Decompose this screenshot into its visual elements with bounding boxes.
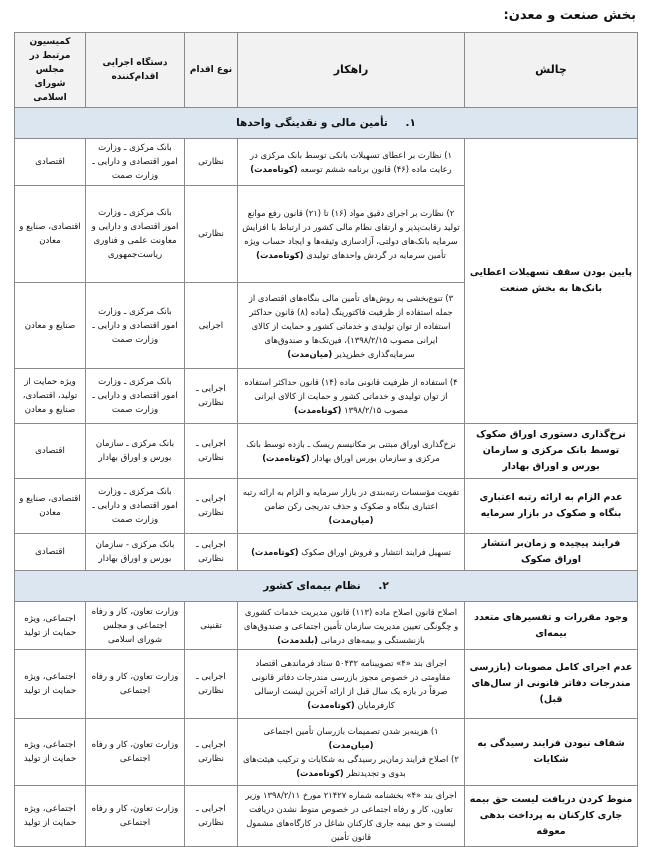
section-row xyxy=(15,108,638,139)
solution-cell xyxy=(238,283,465,369)
commission-cell: اقتصادی xyxy=(15,139,86,186)
action-type-cell: نظارتی xyxy=(185,186,238,283)
solution-cell xyxy=(238,719,465,786)
challenge-cell: پایین بودن سقف تسهیلات اعطایی بانک‌ها به بخش صنعت xyxy=(465,139,638,424)
term-label: (میان‌مدت) xyxy=(328,740,374,750)
table-row xyxy=(15,424,638,479)
term-label: (کوتاه‌مدت) xyxy=(294,405,342,415)
solution-text: اجرای بند «۴» تصویبنامه ۵۰۴۳۲ ستاد فرماندهی اقتصاد مقاومتی در خصوص مجوز بازرسی مندرجات دفاتر قانونی صرفاً در بازه یک سال قبل از ارائه آخرین لیست ارسالی کارفرمایان xyxy=(251,658,451,710)
challenge-cell: منوط کردن دریافت لیست حق بیمه جاری کارکنان به پرداخت بدهی معوقه xyxy=(465,786,638,847)
term-label: (میان‌مدت) xyxy=(328,515,374,525)
solution-text: ۳) تنوع‌بخشی به روش‌های تأمین مالی بنگاه‌های اقتصادی از جمله استفاده از ظرفیت فاکتورینگ (ماده (۸) قانون حداکثر استفاده از توان تولیدی و خدماتی کشور و حمایت از کالای ایرانی مصوب ۱۳۹۸/۲/۱۵)، فین‌تک‌ها و صندوق‌های سرمایه‌گذاری خطرپذیر xyxy=(248,292,454,359)
action-type-cell: اجرایی ـ نظارتی xyxy=(185,534,238,571)
term-label: (کوتاه‌مدت) xyxy=(256,250,304,260)
table-header-row xyxy=(15,33,638,108)
solution-text: تقویت مؤسسات رتبه‌بندی در بازار سرمایه و الزام به ارائه رتبه اعتباری بنگاه و صکوک و حذف تدریجی رکن ضامن xyxy=(242,487,460,511)
commission-cell: اجتماعی، ویژه حمایت از تولید xyxy=(15,602,86,650)
header-action-type: نوع اقدام xyxy=(185,33,238,108)
solution-cell xyxy=(238,369,465,424)
action-type-cell: اجرایی xyxy=(185,283,238,369)
challenge-cell: شفاف نبودن فرایند رسیدگی به شکایات xyxy=(465,719,638,786)
challenges-table xyxy=(14,32,638,847)
commission-cell: اقتصادی، صنایع و معادن xyxy=(15,186,86,283)
action-type-cell: نظارتی xyxy=(185,139,238,186)
table-row xyxy=(15,650,638,719)
table-row xyxy=(15,534,638,571)
action-type-cell: اجرایی ـ نظارتی xyxy=(185,650,238,719)
commission-cell: اقتصادی xyxy=(15,424,86,479)
challenge-cell: نرخ‌گذاری دستوری اوراق صکوک توسط بانک مرکزی و سازمان بورس و اوراق بهادار xyxy=(465,424,638,479)
term-label: (میان‌مدت) xyxy=(287,348,333,359)
solution-cell xyxy=(238,424,465,479)
term-label: (کوتاه‌مدت) xyxy=(251,547,299,557)
header-agency: دستگاه اجرایی اقدام‌کننده xyxy=(86,33,185,108)
action-type-cell: اجرایی ـ نظارتی xyxy=(185,424,238,479)
header-commission: کمیسیون مرتبط در مجلس شورای اسلامی xyxy=(15,33,86,108)
solution-text: ۴) استفاده از ظرفیت قانونی ماده (۱۴) قانون حداکثر استفاده از توان تولیدی و خدماتی کشور و حمایت از کالای ایرانی مصوب ۱۳۹۸/۲/۱۵ xyxy=(244,377,458,415)
commission-cell: اقتصادی، صنایع و معادن xyxy=(15,479,86,534)
agency-cell: بانک مرکزی ـ وزارت امور اقتصادی و دارایی و معاونت علمی و فناوری ریاست‌جمهوری xyxy=(86,186,185,283)
action-type-cell: اجرایی ـ نظارتی xyxy=(185,369,238,424)
section-title: تأمین مالی و نقدینگی واحدها xyxy=(236,117,388,129)
solution-cell xyxy=(238,479,465,534)
solution-text: نرخ‌گذاری اوراق مبتنی بر مکانیسم ریسک ـ بازده توسط بانک مرکزی و سازمان بورس اوراق بهادار xyxy=(246,439,456,463)
action-type-cell: تقنینی xyxy=(185,602,238,650)
term-label: (کوتاه‌مدت) xyxy=(262,453,310,463)
section-number: ۲. xyxy=(378,580,389,592)
term-label-2: (کوتاه‌مدت) xyxy=(296,768,344,778)
solution-text: ۱) هزینه‌بر شدن تصمیمات بازرسان تأمین اجتماعی xyxy=(263,726,439,736)
agency-cell: بانک مرکزی - سازمان بورس و اوراق بهادار xyxy=(86,534,185,571)
action-type-cell: اجرایی ـ نظارتی xyxy=(185,786,238,847)
commission-cell: اجتماعی، ویژه حمایت از تولید xyxy=(15,719,86,786)
table-row xyxy=(15,139,638,186)
solution-text: اجرای بند «۴» بخشنامه شماره ۲۱۴۲۷ مورخ ۱۳۹۸/۲/۱۱ وزیر تعاون، کار و رفاه اجتماعی در خصوص منوط نشدن دریافت لیست و حق بیمه جاری کارکنان شاغل در کارگاه‌های مشمول قانون تأمین xyxy=(245,790,457,842)
table-row xyxy=(15,479,638,534)
agency-cell: وزارت تعاون، کار و رفاه اجتماعی xyxy=(86,786,185,847)
commission-cell: اجتماعی، ویژه حمایت از تولید xyxy=(15,650,86,719)
agency-cell: وزارت تعاون، کار و رفاه اجتماعی xyxy=(86,719,185,786)
term-label: (کوتاه‌مدت) xyxy=(250,164,298,174)
agency-cell: بانک مرکزی ـ وزارت امور اقتصادی و دارایی ـ وزارت صمت xyxy=(86,479,185,534)
commission-cell: ویژه حمایت از تولید، اقتصادی، صنایع و معادن xyxy=(15,369,86,424)
solution-cell xyxy=(238,786,465,847)
section-title: نظام بیمه‌ای کشور xyxy=(263,580,361,592)
solution-cell xyxy=(238,534,465,571)
agency-cell: بانک مرکزی ـ سازمان بورس و اوراق بهادار xyxy=(86,424,185,479)
commission-cell: اجتماعی، ویژه حمایت از تولید xyxy=(15,786,86,847)
table-row xyxy=(15,602,638,650)
commission-cell: اقتصادی xyxy=(15,534,86,571)
table-row xyxy=(15,786,638,847)
term-label: (بلندمدت) xyxy=(277,634,319,645)
solution-text: ۲) نظارت بر اجرای دقیق مواد (۱۶) تا (۲۱) قانون رفع موانع تولید رقابت‌پذیر و ارتقای نظام مالی کشور در ارتباط با افزایش سرمایه بانک‌های دولتی، آزادسازی وثیقه‌ها و ایجاد حساب ویژه تأمین سرمایه در گردش واحدهای تولیدی xyxy=(242,208,460,260)
challenge-cell: وجود مقررات و تفسیرهای متعدد بیمه‌ای xyxy=(465,602,638,650)
challenge-cell: عدم الزام به ارائه رتبه اعتباری بنگاه و صکوک در بازار سرمایه xyxy=(465,479,638,534)
table-row xyxy=(15,719,638,786)
agency-cell: بانک مرکزی ـ وزارت امور اقتصادی و دارایی ـ وزارت صمت xyxy=(86,139,185,186)
action-type-cell: اجرایی ـ نظارتی xyxy=(185,479,238,534)
header-solution: راهکار xyxy=(238,33,465,108)
page-title: بخش صنعت و معدن: xyxy=(503,8,636,23)
challenge-cell: فرایند پیچیده و زمان‌بر انتشار اوراق صکوک xyxy=(465,534,638,571)
solution-text: اصلاح قانون اصلاح ماده (۱۱۳) قانون مدیریت خدمات کشوری و چگونگی تعیین مدیریت سازمان تأمین اجتماعی و صندوق‌های بازنشستگی و بیمه‌های درمانی xyxy=(243,606,459,645)
section-row xyxy=(15,571,638,602)
section-number: ۱. xyxy=(405,117,416,129)
solution-cell xyxy=(238,602,465,650)
header-challenge: چالش xyxy=(465,33,638,108)
agency-cell: وزارت تعاون، کار و رفاه اجتماعی xyxy=(86,650,185,719)
solution-text: ۱) نظارت بر اعطای تسهیلات بانکی توسط بانک مرکزی در رعایت ماده (۴۶) قانون برنامه ششم توسعه xyxy=(250,150,452,174)
agency-cell: بانک مرکزی ـ وزارت امور اقتصادی و دارایی ـ وزارت صمت xyxy=(86,283,185,369)
challenge-cell: عدم اجرای کامل مصوبات (بازرسی مندرجات دفاتر قانونی از سال‌های قبل) xyxy=(465,650,638,719)
solution-cell xyxy=(238,139,465,186)
solution-cell xyxy=(238,186,465,283)
term-label: (کوتاه‌مدت) xyxy=(307,700,355,710)
agency-cell: بانک مرکزی ـ وزارت امور اقتصادی و دارایی ـ وزارت صمت xyxy=(86,369,185,424)
solution-cell xyxy=(238,650,465,719)
commission-cell: صنایع و معادن xyxy=(15,283,86,369)
agency-cell: وزارت تعاون، کار و رفاه اجتماعی و مجلس شورای اسلامی xyxy=(86,602,185,650)
solution-text-2: ۲) اصلاح فرایند زمان‌بر رسیدگی به شکایات و ترکیب هیئت‌های بدوی و تجدیدنظر xyxy=(243,754,459,778)
solution-text: تسهیل فرایند انتشار و فروش اوراق صکوک xyxy=(301,547,451,557)
action-type-cell: اجرایی ـ نظارتی xyxy=(185,719,238,786)
